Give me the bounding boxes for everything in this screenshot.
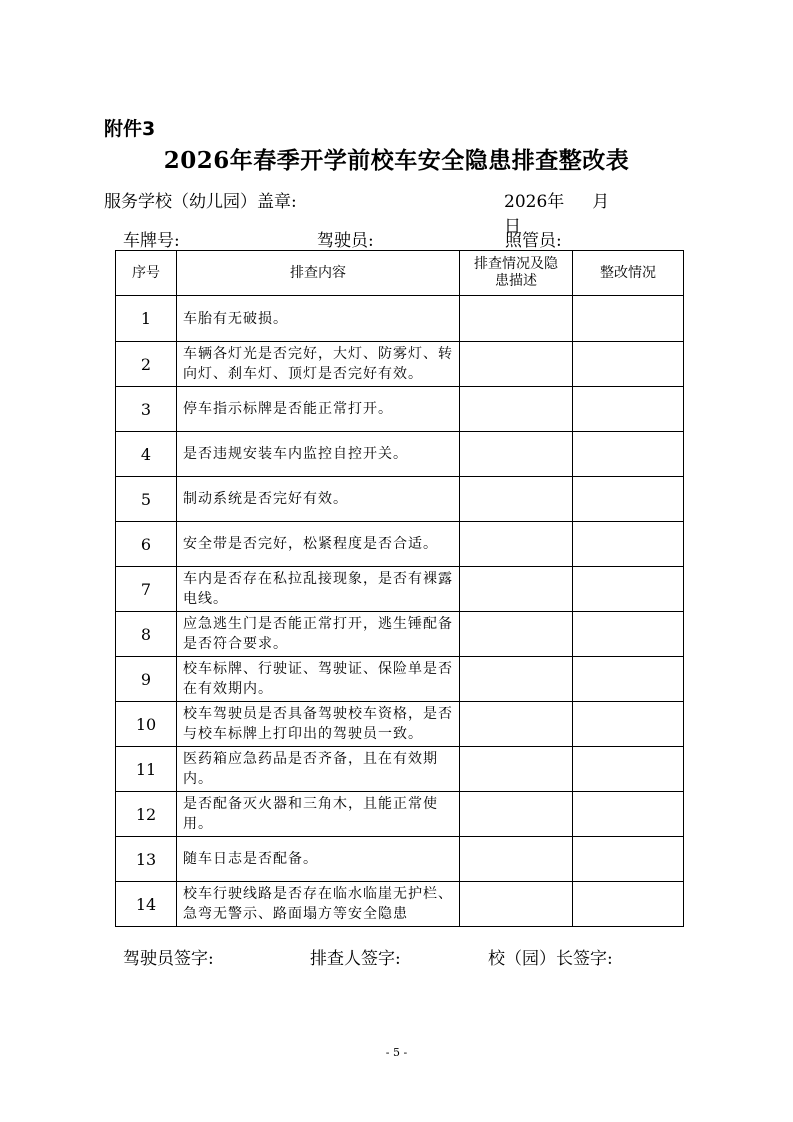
table-row: [116, 522, 684, 567]
row-rectification-cell[interactable]: [573, 747, 684, 792]
table-row: [116, 432, 684, 477]
page-number: - 5 -: [385, 1046, 408, 1059]
table-row: [116, 882, 684, 927]
row-number: 10: [116, 702, 177, 747]
inspector-signature-label: 排查人签字:: [310, 949, 401, 969]
table-row: [116, 837, 684, 882]
row-situation-cell[interactable]: [460, 837, 573, 882]
date-year: 2026年: [504, 192, 565, 212]
column-header-situation: 排查情况及隐患描述: [460, 251, 573, 296]
table-row: [116, 747, 684, 792]
row-content: 校车行驶线路是否存在临水临崖无护栏、急弯无警示、路面塌方等安全隐患: [177, 882, 460, 927]
plate-label: 车牌号:: [123, 231, 180, 251]
row-number: 1: [116, 296, 177, 342]
row-content: 应急逃生门是否能正常打开，逃生锤配备是否符合要求。: [177, 612, 460, 657]
column-header-number: 序号: [116, 251, 177, 296]
table-row: [116, 342, 684, 387]
caretaker-label: 照管员:: [505, 231, 562, 251]
row-situation-cell[interactable]: [460, 657, 573, 702]
row-content: 车内是否存在私拉乱接现象，是否有裸露电线。: [177, 567, 460, 612]
row-content: 制动系统是否完好有效。: [177, 477, 460, 522]
column-header-rectification: 整改情况: [573, 251, 684, 296]
row-content: 安全带是否完好，松紧程度是否合适。: [177, 522, 460, 567]
row-rectification-cell[interactable]: [573, 387, 684, 432]
page-title: 2026年春季开学前校车安全隐患排查整改表: [163, 147, 630, 174]
row-rectification-cell[interactable]: [573, 612, 684, 657]
row-situation-cell[interactable]: [460, 432, 573, 477]
table-header-row: [116, 251, 684, 296]
row-number: 9: [116, 657, 177, 702]
row-rectification-cell[interactable]: [573, 477, 684, 522]
table-row: [116, 612, 684, 657]
row-content: 校车标牌、行驶证、驾驶证、保险单是否在有效期内。: [177, 657, 460, 702]
inspection-table: [115, 250, 684, 927]
row-situation-cell[interactable]: [460, 702, 573, 747]
row-situation-cell[interactable]: [460, 882, 573, 927]
table-row: [116, 387, 684, 432]
table-row: [116, 657, 684, 702]
table-row: [116, 296, 684, 342]
table-row: [116, 477, 684, 522]
row-content: 医药箱应急药品是否齐备，且在有效期内。: [177, 747, 460, 792]
table-row: [116, 792, 684, 837]
row-rectification-cell[interactable]: [573, 522, 684, 567]
row-number: 5: [116, 477, 177, 522]
row-number: 6: [116, 522, 177, 567]
school-stamp-line: [104, 187, 644, 237]
row-content: 是否违规安装车内监控自控开关。: [177, 432, 460, 477]
row-number: 12: [116, 792, 177, 837]
row-rectification-cell[interactable]: [573, 296, 684, 342]
attachment-label: 附件3: [104, 118, 156, 140]
row-content: 车辆各灯光是否完好，大灯、防雾灯、转向灯、刹车灯、顶灯是否完好有效。: [177, 342, 460, 387]
row-situation-cell[interactable]: [460, 567, 573, 612]
row-number: 14: [116, 882, 177, 927]
row-number: 7: [116, 567, 177, 612]
row-situation-cell[interactable]: [460, 477, 573, 522]
row-situation-cell[interactable]: [460, 612, 573, 657]
row-rectification-cell[interactable]: [573, 882, 684, 927]
row-content: 随车日志是否配备。: [177, 837, 460, 882]
row-content: 停车指示标牌是否能正常打开。: [177, 387, 460, 432]
driver-label: 驾驶员:: [317, 231, 374, 251]
row-number: 11: [116, 747, 177, 792]
date-month: 月: [592, 192, 610, 212]
row-situation-cell[interactable]: [460, 747, 573, 792]
row-situation-cell[interactable]: [460, 792, 573, 837]
table-row: [116, 702, 684, 747]
row-rectification-cell[interactable]: [573, 702, 684, 747]
table-row: [116, 567, 684, 612]
school-stamp-label: 服务学校（幼儿园）盖章:: [104, 192, 297, 212]
driver-signature-label: 驾驶员签字:: [123, 949, 214, 969]
row-rectification-cell[interactable]: [573, 792, 684, 837]
column-header-content: 排查内容: [177, 251, 460, 296]
row-rectification-cell[interactable]: [573, 837, 684, 882]
row-content: 车胎有无破损。: [177, 296, 460, 342]
row-rectification-cell[interactable]: [573, 432, 684, 477]
row-situation-cell[interactable]: [460, 387, 573, 432]
row-content: 是否配备灭火器和三角木，且能正常使用。: [177, 792, 460, 837]
row-number: 4: [116, 432, 177, 477]
row-rectification-cell[interactable]: [573, 342, 684, 387]
principal-signature-label: 校（园）长签字:: [488, 949, 613, 969]
row-situation-cell[interactable]: [460, 522, 573, 567]
row-number: 13: [116, 837, 177, 882]
table-body: [116, 296, 684, 927]
row-rectification-cell[interactable]: [573, 567, 684, 612]
date-day: 日: [504, 217, 521, 237]
row-rectification-cell[interactable]: [573, 657, 684, 702]
row-content: 校车驾驶员是否具备驾驶校车资格，是否与校车标牌上打印出的驾驶员一致。: [177, 702, 460, 747]
row-situation-cell[interactable]: [460, 342, 573, 387]
row-number: 3: [116, 387, 177, 432]
row-number: 2: [116, 342, 177, 387]
row-situation-cell[interactable]: [460, 296, 573, 342]
row-number: 8: [116, 612, 177, 657]
